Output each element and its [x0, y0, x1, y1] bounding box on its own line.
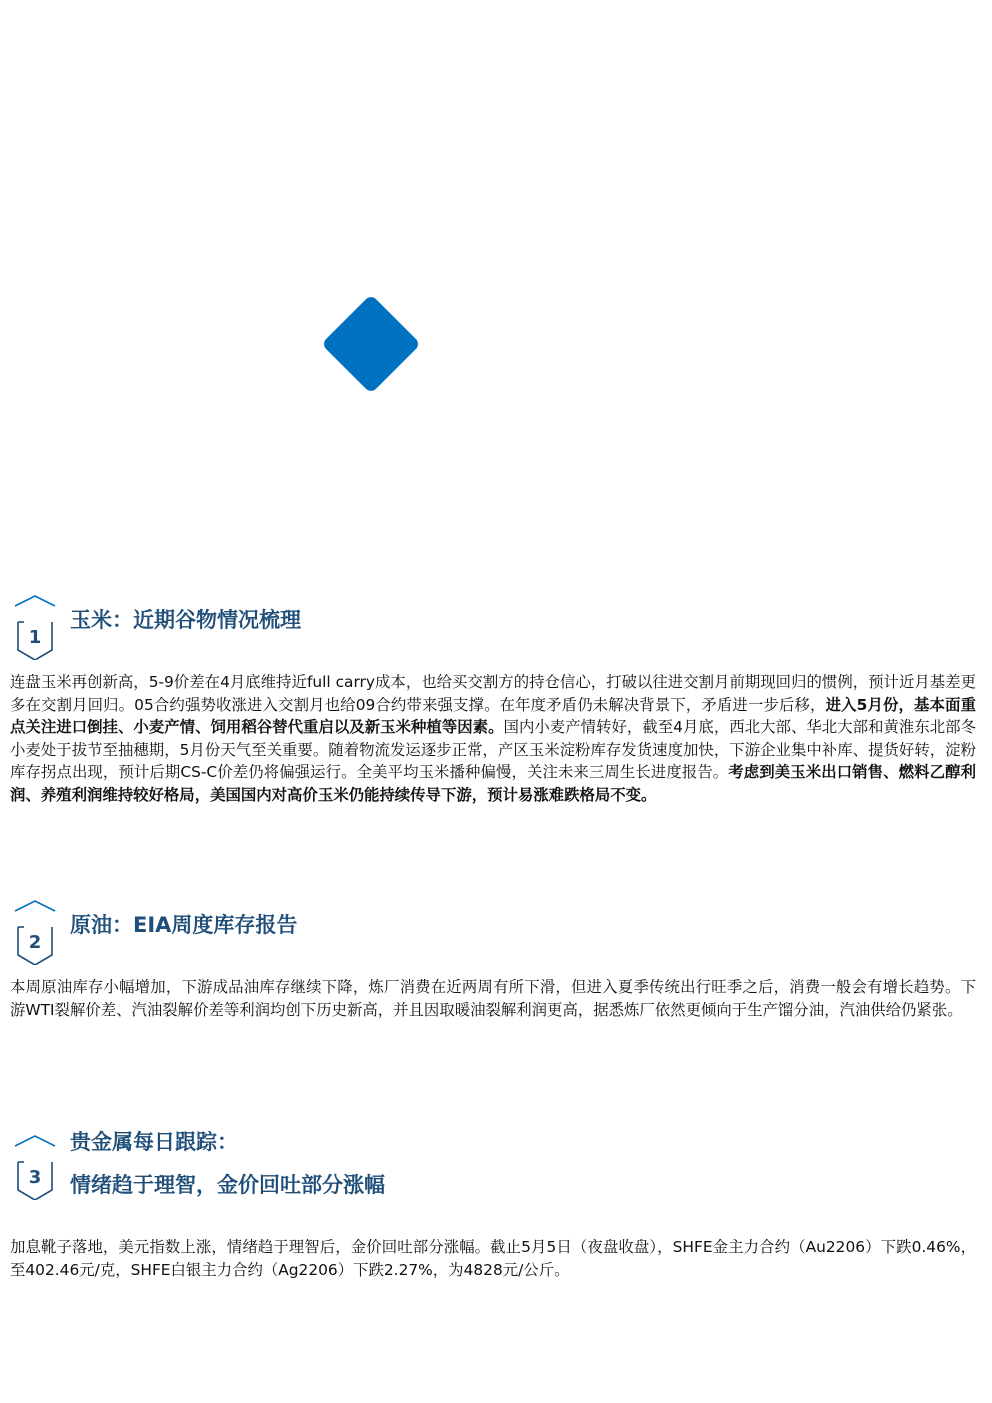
section-number-badge [14, 1134, 56, 1200]
section-number: 3 [28, 1167, 42, 1188]
section-number-badge [14, 899, 56, 965]
blue-diamond-decoration [321, 294, 421, 394]
section-title-line2: 情绪趋于理智，金价回吐部分涨幅 [70, 1173, 385, 1197]
paragraph-run-bold: 进入5月份，基本面重点关注进口倒挂、小麦产情、饲用稻谷替代重启以及新玉米种植等因素。 [10, 695, 976, 737]
section-number-badge [14, 594, 56, 660]
section-number: 2 [28, 932, 42, 953]
section-number: 1 [28, 627, 42, 648]
section-paragraph [10, 976, 976, 1021]
section-title: 原油：EIA周度库存报告 [70, 913, 298, 937]
paragraph-run: 加息靴子落地，美元指数上涨，情绪趋于理智后，金价回吐部分涨幅。截止5月5日（夜盘收盘），SHFE金主力合约（Au2206）下跌0.46%，至402.46元/克，SHFE白银主力合约（Ag2206）下跌2.27%，为4828元/公斤。 [10, 1238, 976, 1279]
section-title: 玉米：近期谷物情况梳理 [70, 608, 301, 632]
section-paragraph [10, 671, 976, 807]
paragraph-run: 本周原油库存小幅增加，下游成品油库存继续下降，炼厂消费在近两周有所下滑，但进入夏季传统出行旺季之后，消费一般会有增长趋势。下游WTI裂解价差、汽油裂解价差等利润均创下历史新高，并且因取暖油裂解利润更高，据悉炼厂依然更倾向于生产馏分油，汽油供给仍紧张。 [10, 978, 976, 1019]
paragraph-run-bold: 考虑到美玉米出口销售、燃料乙醇利润、养殖利润维持较好格局，美国国内对高价玉米仍能持续传导下游，预计易涨难跌格局不变。 [10, 763, 976, 804]
paragraph-run: 国内小麦产情转好，截至4月底，西北大部、华北大部和黄淮东北部冬小麦处于拔节至抽穗期，5月份天气至关重要。随着物流发运逐步正常，产区玉米淀粉库存发货速度加快，下游企业集中补库、提货好转，淀粉库存拐点出现，预计后期CS-C价差仍将偏强运行。全美平均玉米播种偏慢，关注未来三周生长进度报告。 [10, 718, 976, 782]
paragraph-run: 连盘玉米再创新高，5-9价差在4月底维持近full carry成本，也给买交割方的持仓信心，打破以往进交割月前期现回归的惯例，预计近月基差更多在交割月回归。05合约强势收涨进入交割月也给09合约带来强支撑。在年度矛盾仍未解决背景下，矛盾进一步后移， [10, 673, 976, 714]
section-paragraph [10, 1236, 976, 1281]
section-title-line1: 贵金属每日跟踪： [70, 1130, 238, 1154]
